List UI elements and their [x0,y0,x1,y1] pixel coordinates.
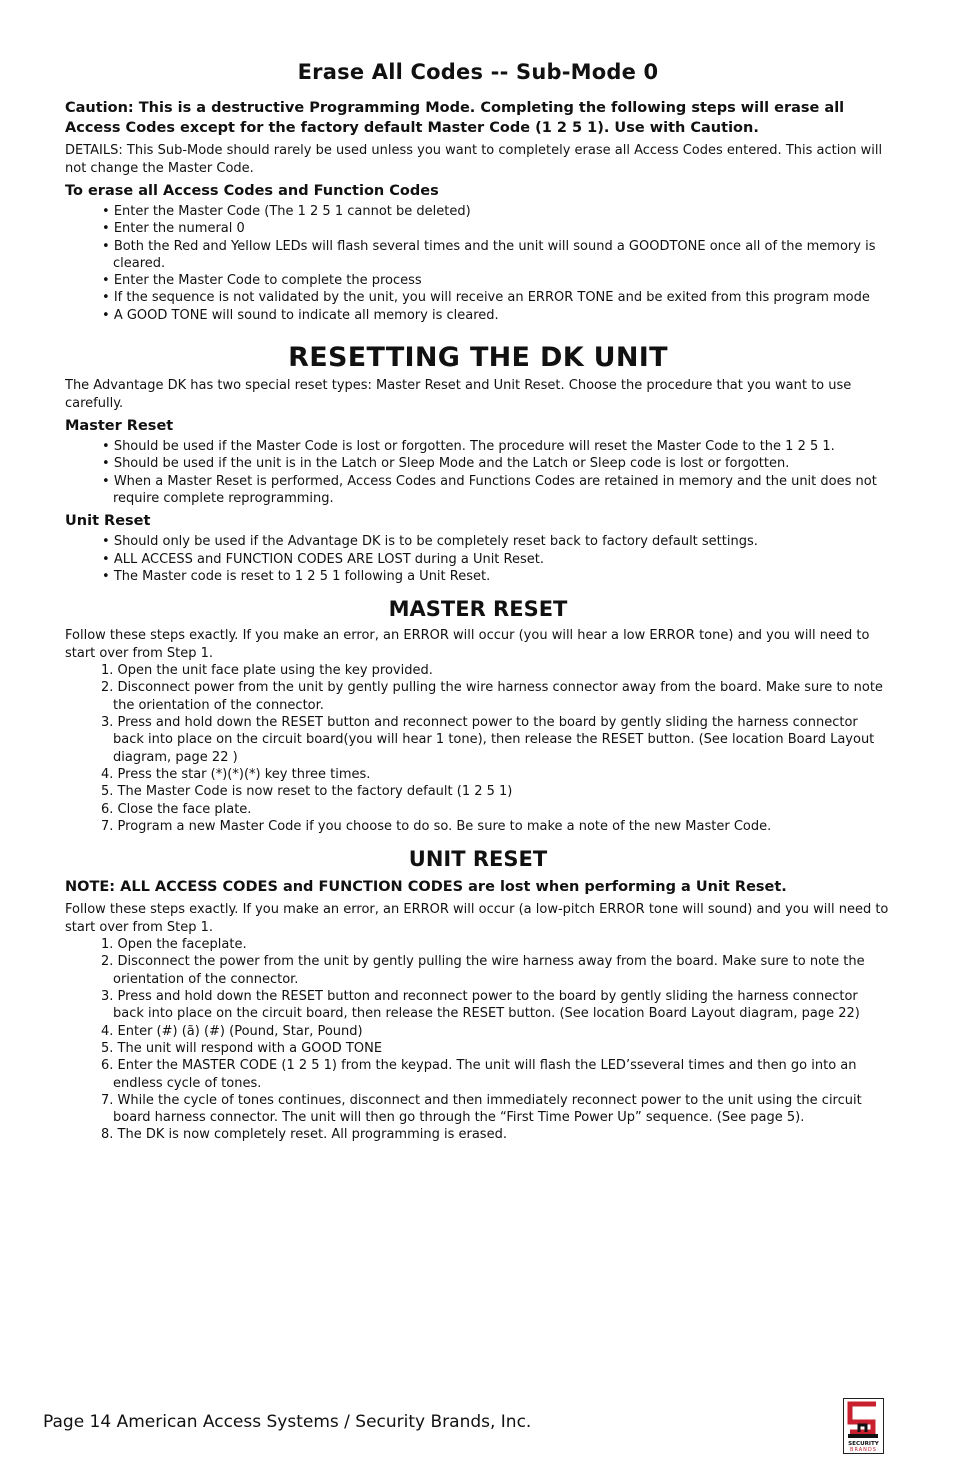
list-item: 7. Program a new Master Code if you choose to do so. Be sure to make a note of the new Master Code. [101,818,772,834]
erase-steps [102,203,891,324]
unit-reset-intro: Follow these steps exactly. If you make an error, an ERROR will occur (a low-pitch ERROR tone will sound) and you will need to start over from Step 1. [65,902,889,935]
list-item: 6. Enter the MASTER CODE (1 2 5 1) from the keypad. The unit will flash the LED’sseveral times and then go into an endless cycle of tones. [101,1058,857,1091]
list-item: 7. While the cycle of tones continues, disconnect and then immediately reconnect power to the unit using the circuit board harness connector. The unit will then go through the “First Time Power Up” sequence. (See page 5). [101,1092,862,1126]
svg-text:BRANDS: BRANDS [850,1447,877,1453]
master-reset-title: MASTER RESET [388,597,568,622]
list-item: • If the sequence is not validated by the unit, you will receive an ERROR TONE and be exited from this program mode [102,289,891,306]
list-item: 8. The DK is now completely reset. All programming is erased. [101,1127,507,1143]
list-item: 2. Disconnect power from the unit by gently pulling the wire harness connector away from the board. Make sure to note the orientation of the connector. [101,680,883,713]
list-item: • A GOOD TONE will sound to indicate all memory is cleared. [102,307,891,324]
master-reset-steps [101,662,891,835]
unit-reset-heading: Unit Reset [65,513,151,530]
unit-reset-note: NOTE: ALL ACCESS CODES and FUNCTION CODES are lost when performing a Unit Reset. [65,879,787,896]
list-item: • Should only be used if the Advantage DK is to be completely reset back to factory default settings. [102,533,891,550]
list-item: • Enter the numeral 0 [102,220,891,237]
resetting-title: RESETTING THE DK UNIT [288,342,668,374]
list-item: • ALL ACCESS and FUNCTION CODES ARE LOST during a Unit Reset. [102,551,891,568]
unit-reset-steps [101,936,891,1144]
list-item: 4. Press the star (*)(*)(*) key three times. [101,766,371,782]
unit-reset-title: UNIT RESET [408,847,548,872]
list-item: 5. The Master Code is now reset to the factory default (1 2 5 1) [101,784,513,800]
list-item: 1. Open the unit face plate using the key provided. [101,663,433,679]
list-item: • Should be used if the Master Code is lost or forgotten. The procedure will reset the Master Code to the 1 2 5 1. [102,438,891,455]
resetting-intro: The Advantage DK has two special reset types: Master Reset and Unit Reset. Choose the procedure that you want to use carefully. [65,378,852,411]
list-item: 4. Enter (#) (ã) (#) (Pound, Star, Pound) [101,1023,363,1039]
unit-reset-points [102,533,891,585]
erase-caution: Caution: This is a destructive Programming Mode. Completing the following steps will erase all Access Codes except for the factory default Master Code (1 2 5 1). Use with Caution. [65,100,845,136]
list-item: 2. Disconnect the power from the unit by gently pulling the wire harness away from the board. Make sure to note the orientation of the connector. [101,954,865,987]
master-reset-intro: Follow these steps exactly. If you make an error, an ERROR will occur (you will hear a low ERROR tone) and you will need to start over from Step 1. [65,628,870,661]
list-item: • The Master code is reset to 1 2 5 1 following a Unit Reset. [102,568,891,585]
page-footer: Page 14 American Access Systems / Security Brands, Inc. [43,1412,532,1432]
list-item: • Enter the Master Code (The 1 2 5 1 cannot be deleted) [102,203,891,220]
master-reset-points [102,438,891,507]
list-item: • When a Master Reset is performed, Access Codes and Functions Codes are retained in memory and the unit does not require complete reprogramming. [102,473,891,508]
page-content [65,60,891,1144]
list-item: 3. Press and hold down the RESET button and reconnect power to the board by gently sliding the harness connector back into place on the circuit board, then release the RESET button. (See location Board Layout diagram, page 22) [101,989,860,1022]
list-item: • Both the Red and Yellow LEDs will flash several times and the unit will sound a GOODTONE once all of the memory is cleared. [102,238,891,273]
svg-text:SECURITY: SECURITY [848,1441,879,1447]
list-item: 3. Press and hold down the RESET button and reconnect power to the board by gently sliding the harness connector back into place on the circuit board(you will hear 1 tone), then release the RESET button. (See location Board Layout diagram, page 22 ) [101,715,875,765]
list-item: • Enter the Master Code to complete the process [102,272,891,289]
list-item: 6. Close the face plate. [101,801,252,817]
security-brands-logo [843,1398,884,1454]
erase-subheading: To erase all Access Codes and Function Codes [65,183,439,199]
erase-title: Erase All Codes -- Sub-Mode 0 [297,60,659,84]
list-item: • Should be used if the unit is in the Latch or Sleep Mode and the Latch or Sleep code is lost or forgotten. [102,455,891,472]
erase-details: DETAILS: This Sub-Mode should rarely be used unless you want to completely erase all Access Codes entered. This action will not change the Master Code. [65,143,883,176]
master-reset-heading: Master Reset [65,418,174,435]
list-item: 1. Open the faceplate. [101,937,247,953]
list-item: 5. The unit will respond with a GOOD TONE [101,1040,383,1056]
